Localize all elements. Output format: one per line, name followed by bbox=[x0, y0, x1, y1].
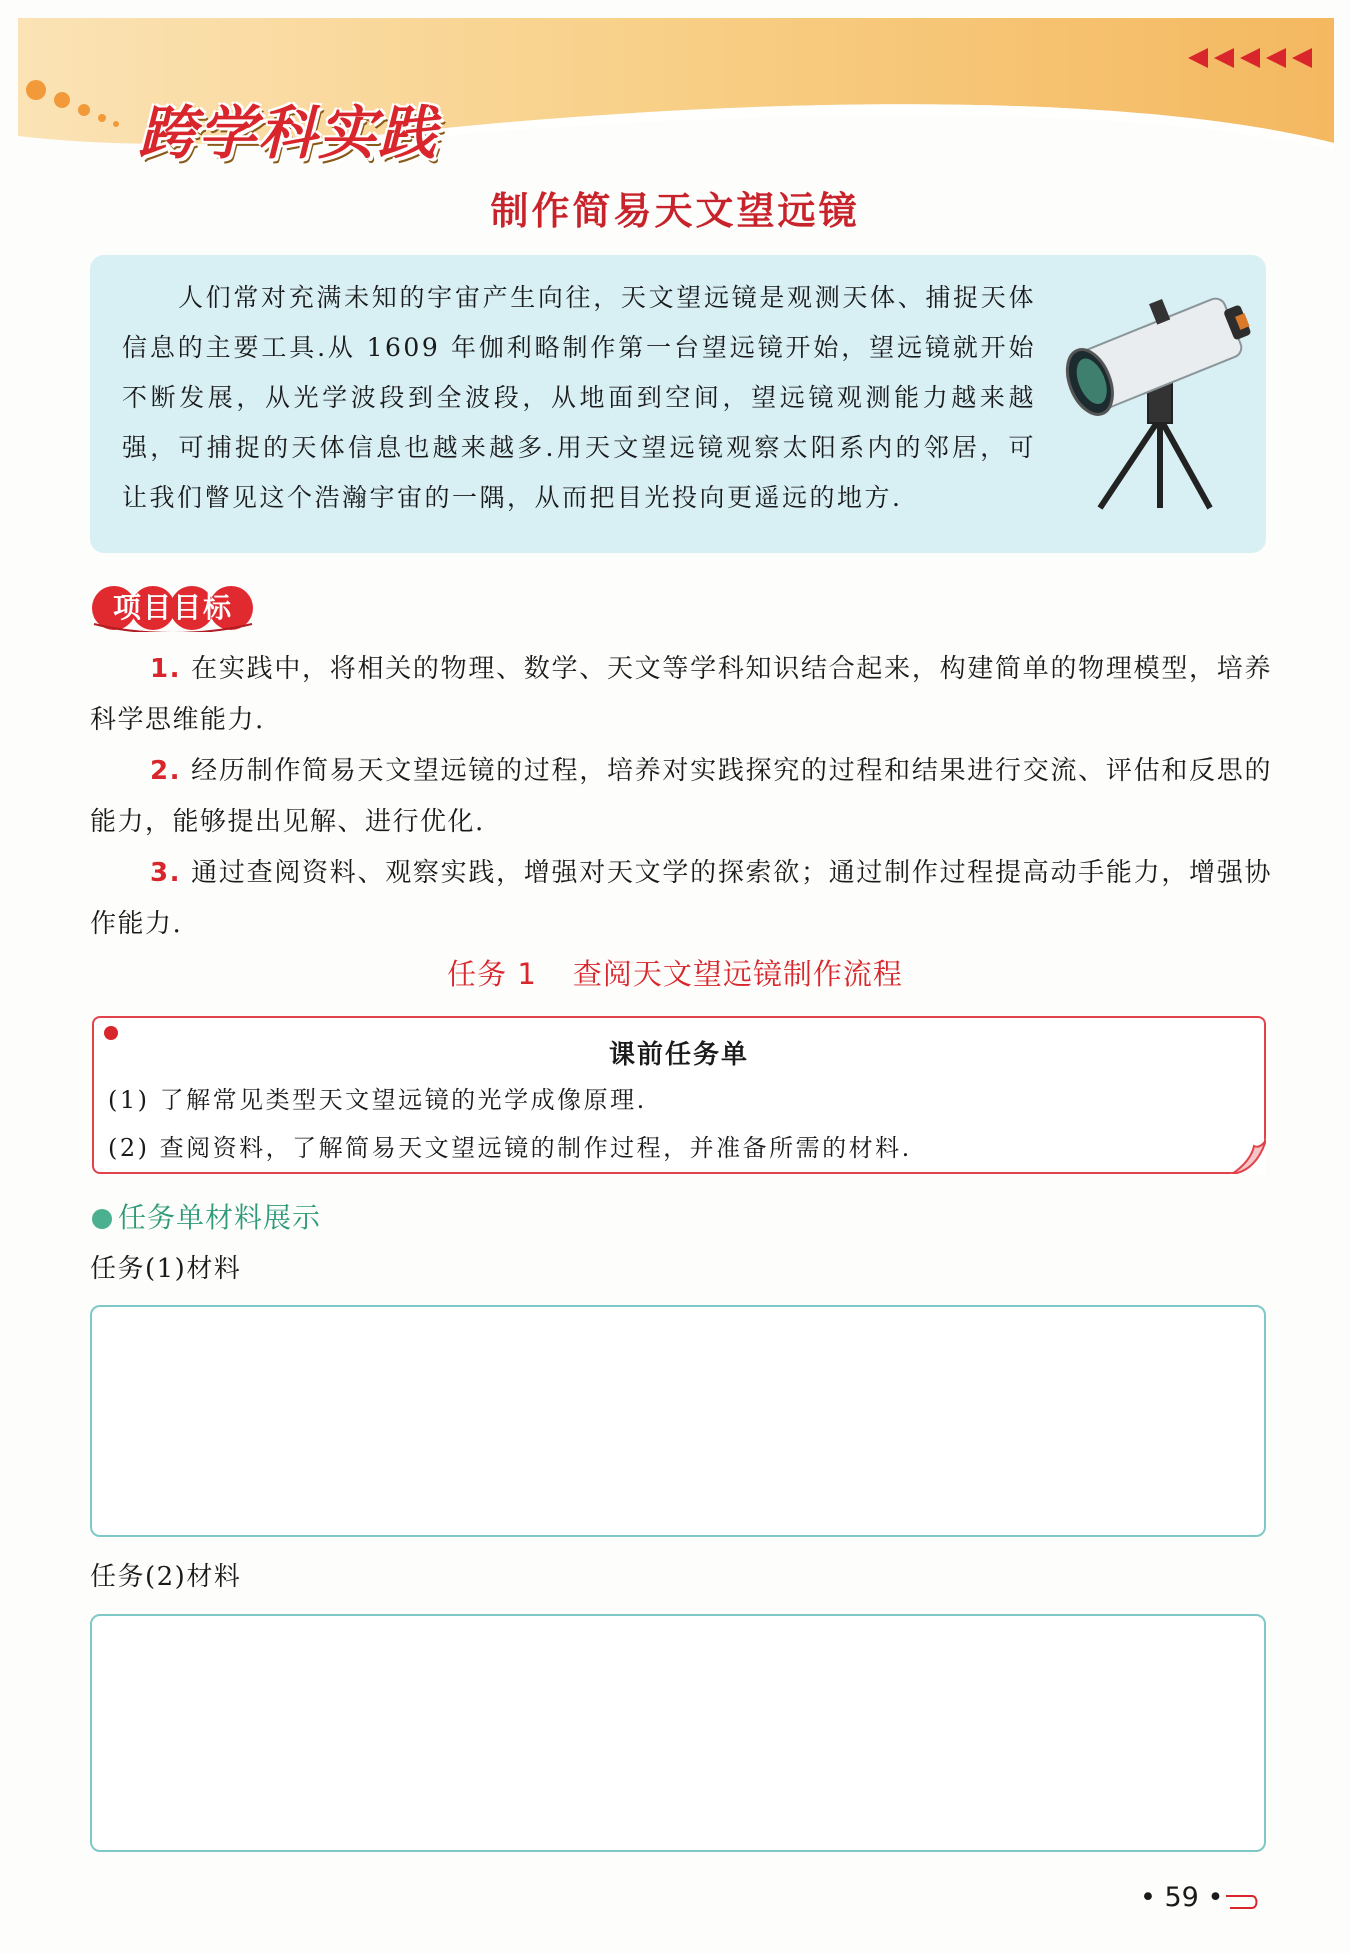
goals-badge-label: 项目目标 bbox=[112, 591, 233, 624]
task1-title: 查阅天文望远镜制作流程 bbox=[572, 957, 903, 991]
goals-badge bbox=[92, 584, 254, 632]
task-sheet bbox=[92, 1016, 1266, 1174]
decorative-arrows bbox=[1188, 48, 1312, 68]
goal-item bbox=[90, 746, 1272, 848]
task-sheet-item: (1) 了解常见类型天文望远镜的光学成像原理. bbox=[108, 1086, 647, 1114]
task-sheet-title: 课前任务单 bbox=[608, 1040, 749, 1070]
page-curl-icon bbox=[1230, 1138, 1266, 1174]
arrow-left-icon bbox=[1266, 48, 1286, 68]
arrow-left-icon bbox=[1292, 48, 1312, 68]
goal-text: 在实践中，将相关的物理、数学、天文等学科知识结合起来，构建简单的物理模型，培养科学思维能力. bbox=[90, 654, 1272, 735]
goal-item bbox=[90, 848, 1272, 950]
arrow-left-icon bbox=[1240, 48, 1260, 68]
goals-list bbox=[90, 644, 1272, 950]
arrow-left-icon bbox=[1188, 48, 1208, 68]
goal-item bbox=[90, 644, 1272, 746]
leaf-icon bbox=[92, 1209, 112, 1229]
intro-paragraph: 人们常对充满未知的宇宙产生向往，天文望远镜是观测天体、捕捉天体信息的主要工具.从 1609 年伽利略制作第一台望远镜开始，望远镜就开始不断发展，从光学波段到全波段，从地面到空间，望远镜观测能力越来越强，可捕捉的天体信息也越来越多.用天文望远镜观察太阳系内的邻居，可让我们瞥见这个浩瀚宇宙的一隅，从而把目光投向更遥远的地方. bbox=[122, 283, 1036, 512]
task2-materials-box[interactable] bbox=[90, 1614, 1266, 1852]
task-sheet-item: (2) 查阅资料，了解简易天文望远镜的制作过程，并准备所需的材料. bbox=[108, 1134, 912, 1162]
goal-text: 通过查阅资料、观察实践，增强对天文学的探索欲；通过制作过程提高动手能力，增强协作能力. bbox=[90, 858, 1272, 939]
page-number: • 59 • bbox=[1140, 1882, 1224, 1913]
page-title: 制作简易天文望远镜 bbox=[490, 188, 860, 233]
task1-label: 任务 1 bbox=[447, 957, 537, 991]
section-title: 跨学科实践 bbox=[138, 99, 439, 167]
materials-heading-text: 任务单材料展示 bbox=[118, 1201, 322, 1234]
goal-number: 1. bbox=[150, 654, 181, 684]
task1-materials-box[interactable] bbox=[90, 1305, 1266, 1537]
telescope-icon bbox=[1060, 268, 1260, 513]
page-arrow-icon bbox=[1226, 1892, 1260, 1912]
task2-materials-label: 任务(2)材料 bbox=[90, 1562, 242, 1592]
goal-number: 2. bbox=[150, 756, 181, 786]
arrow-left-icon bbox=[1214, 48, 1234, 68]
goal-number: 3. bbox=[150, 858, 181, 888]
goal-text: 经历制作简易天文望远镜的过程，培养对实践探究的过程和结果进行交流、评估和反思的能力，能够提出见解、进行优化. bbox=[90, 756, 1272, 837]
task1-heading bbox=[0, 952, 1350, 993]
task1-materials-label: 任务(1)材料 bbox=[90, 1254, 242, 1284]
materials-heading bbox=[92, 1196, 321, 1236]
